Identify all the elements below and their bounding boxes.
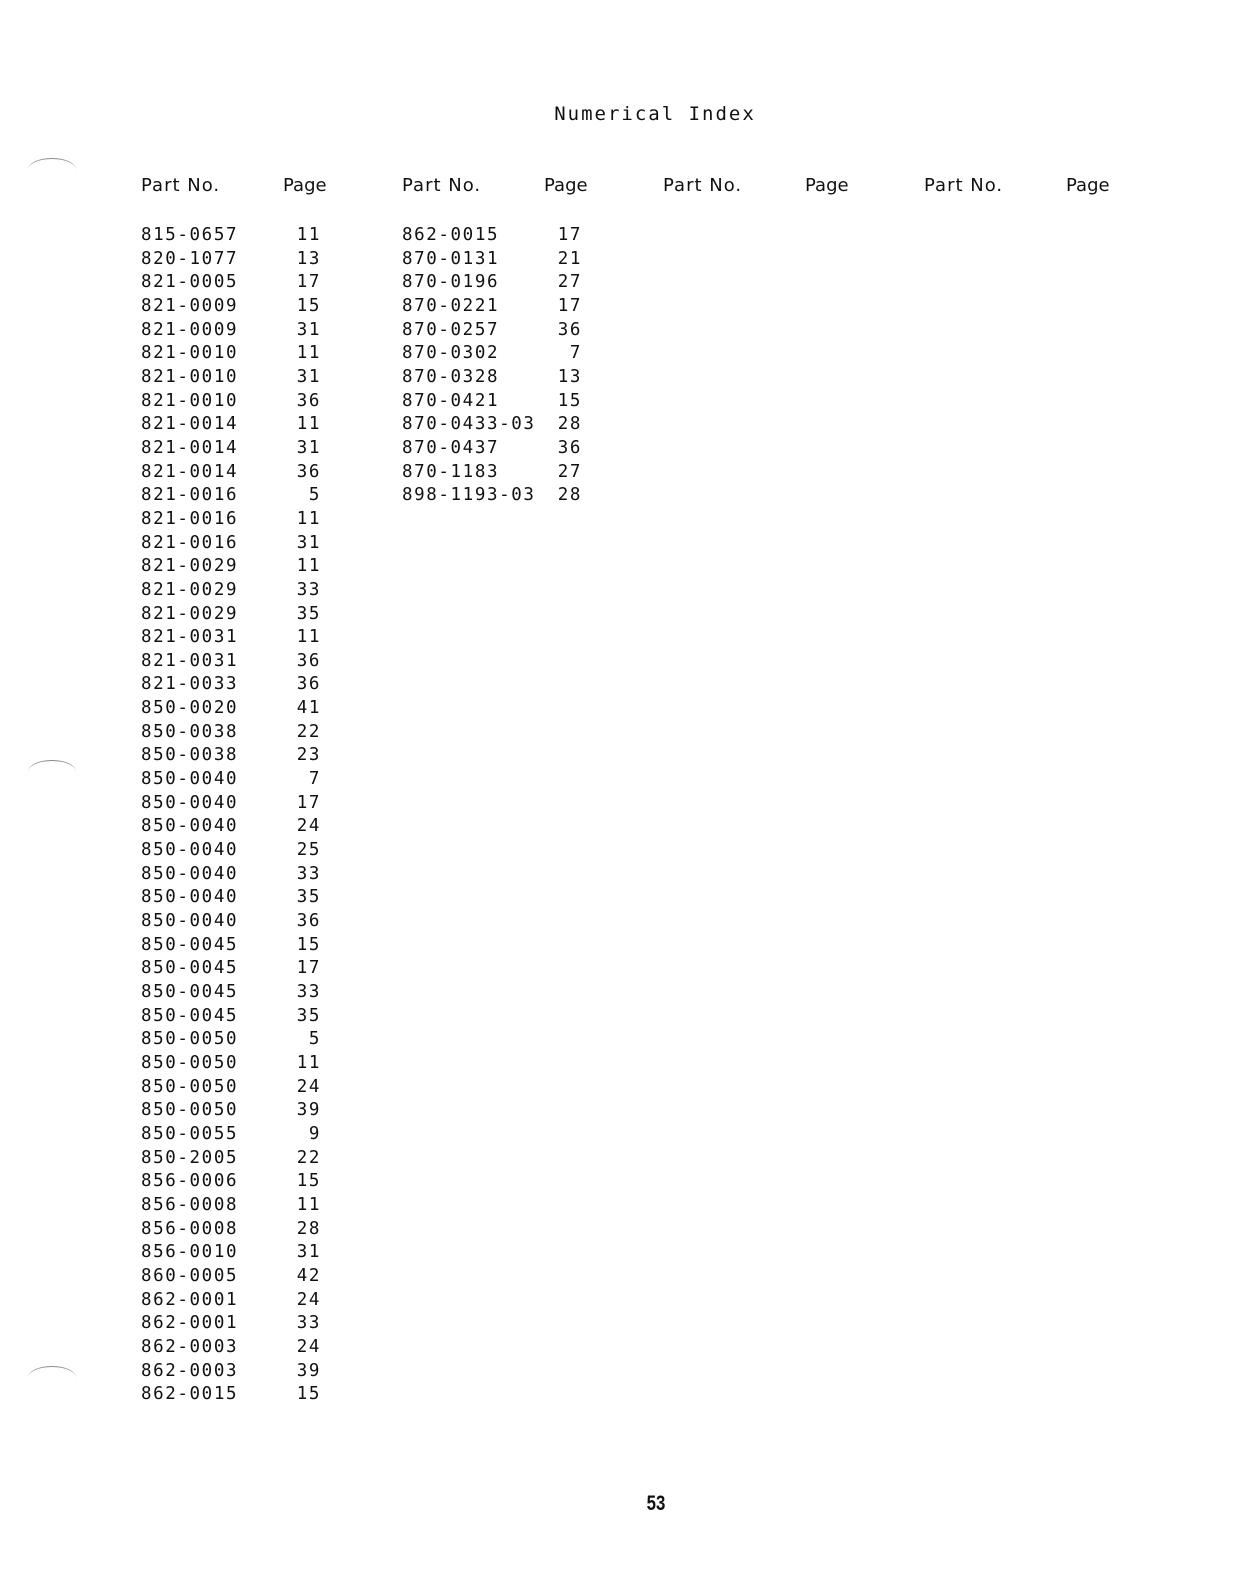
page-ref: 35 (296, 1005, 321, 1026)
index-row (141, 957, 371, 981)
part-number: 862-0015 (402, 225, 500, 245)
page-ref: 23 (296, 745, 321, 766)
part-number: 850-0040 (141, 887, 239, 908)
part-number: 856-0010 (141, 1242, 239, 1263)
part-number: 870-0257 (402, 319, 500, 340)
index-row (141, 342, 371, 366)
page-ref: 36 (557, 437, 582, 458)
page-ref: 11 (296, 343, 321, 364)
index-row (141, 579, 371, 603)
part-number: 870-0221 (402, 295, 500, 316)
page-ref: 22 (296, 1147, 321, 1168)
page-ref: 17 (296, 958, 321, 979)
part-number: 870-0433-03 (402, 414, 536, 435)
index-row (141, 366, 371, 390)
index-row (141, 603, 371, 627)
part-number: 850-2005 (141, 1147, 239, 1168)
part-number: 860-0005 (141, 1265, 239, 1286)
page-ref: 15 (296, 934, 321, 955)
index-row (141, 1005, 371, 1029)
index-row (141, 1312, 371, 1336)
page-ref: 33 (296, 1313, 321, 1334)
part-number: 850-0040 (141, 840, 239, 861)
page-ref: 15 (296, 295, 321, 316)
part-no-header: Part No. (141, 175, 221, 196)
index-row (402, 295, 632, 319)
page-ref: 33 (296, 579, 321, 600)
column-header (141, 172, 371, 202)
page-ref: 7 (569, 343, 582, 364)
index-row (141, 1028, 371, 1052)
page-ref: 9 (308, 1123, 321, 1144)
part-number: 870-0131 (402, 248, 500, 269)
index-row (141, 792, 371, 816)
part-number: 856-0008 (141, 1218, 239, 1239)
page-ref: 36 (296, 674, 321, 695)
index-column-4 (924, 172, 1154, 224)
page-ref: 31 (296, 532, 321, 553)
page-ref: 17 (296, 272, 321, 293)
page-ref: 11 (296, 1194, 321, 1215)
index-row (402, 390, 632, 414)
part-number: 850-0040 (141, 911, 239, 932)
index-row (141, 413, 371, 437)
index-row (141, 934, 371, 958)
part-number: 870-0302 (402, 343, 500, 364)
index-row (141, 744, 371, 768)
page-ref: 39 (296, 1360, 321, 1381)
part-number: 821-0033 (141, 674, 239, 695)
page-ref: 11 (296, 556, 321, 577)
part-number: 850-0045 (141, 1005, 239, 1026)
index-row (141, 863, 371, 887)
index-row (141, 248, 371, 272)
page-ref: 36 (296, 650, 321, 671)
part-number: 821-0014 (141, 437, 239, 458)
part-number: 821-0014 (141, 414, 239, 435)
part-number: 820-1077 (141, 248, 239, 269)
page-header: Page (544, 175, 588, 196)
page-ref: 35 (296, 603, 321, 624)
index-row (141, 484, 371, 508)
index-row (402, 342, 632, 366)
index-row (402, 271, 632, 295)
part-no-header: Part No. (924, 175, 1004, 196)
part-number: 850-0045 (141, 982, 239, 1002)
part-no-header: Part No. (663, 175, 743, 196)
page-ref: 24 (296, 1076, 321, 1097)
index-row (141, 1099, 371, 1123)
part-number: 850-0040 (141, 792, 239, 813)
page-header: Page (805, 175, 849, 196)
index-row (141, 437, 371, 461)
page-ref: 24 (296, 1336, 321, 1357)
index-row (402, 224, 632, 248)
page-ref: 36 (557, 319, 582, 340)
page-ref: 31 (296, 319, 321, 340)
page-ref: 5 (308, 485, 321, 506)
index-row (141, 650, 371, 674)
part-number: 821-0016 (141, 485, 239, 506)
page-ref: 36 (296, 911, 321, 932)
part-number: 856-0006 (141, 1171, 239, 1192)
page-ref: 15 (296, 1171, 321, 1192)
page-ref: 7 (308, 769, 321, 790)
index-row (141, 461, 371, 485)
column-header (402, 172, 632, 202)
index-row (402, 366, 632, 390)
hole-punch-mark (28, 158, 76, 181)
page-ref: 11 (296, 508, 321, 529)
hole-punch-mark (28, 760, 76, 783)
part-number: 850-0050 (141, 1100, 239, 1121)
page-ref: 11 (296, 414, 321, 435)
page-ref: 15 (296, 1384, 321, 1405)
page-header: Page (283, 175, 327, 196)
part-number: 850-0038 (141, 721, 239, 742)
part-number: 850-0040 (141, 769, 239, 790)
part-number: 821-0029 (141, 579, 239, 600)
part-no-header: Part No. (402, 175, 482, 196)
index-row (141, 1194, 371, 1218)
index-row (141, 295, 371, 319)
index-row (141, 1360, 371, 1384)
page-ref: 11 (296, 1052, 321, 1073)
part-number: 821-0010 (141, 343, 239, 364)
part-number: 821-0031 (141, 627, 239, 648)
index-row (141, 532, 371, 556)
part-number: 870-0421 (402, 390, 500, 411)
part-number: 870-0328 (402, 366, 500, 387)
index-row (141, 555, 371, 579)
part-number: 821-0010 (141, 390, 239, 411)
index-row (141, 1123, 371, 1147)
part-number: 821-0009 (141, 319, 239, 340)
index-row (141, 910, 371, 934)
page-ref: 33 (296, 863, 321, 884)
page-ref: 31 (296, 437, 321, 458)
page-ref: 27 (557, 272, 582, 293)
index-column-3 (663, 172, 893, 224)
index-row (141, 1052, 371, 1076)
index-row (141, 1076, 371, 1100)
part-number: 870-1183 (402, 461, 500, 482)
index-row (141, 1147, 371, 1171)
part-number: 850-0040 (141, 863, 239, 884)
page-ref: 11 (296, 225, 321, 245)
index-row (141, 626, 371, 650)
page-ref: 13 (296, 248, 321, 269)
part-number: 850-0040 (141, 816, 239, 837)
index-row (141, 886, 371, 910)
page-ref: 35 (296, 887, 321, 908)
index-row (402, 248, 632, 272)
part-number: 870-0437 (402, 437, 500, 458)
page-ref: 36 (296, 461, 321, 482)
page-ref: 31 (296, 1242, 321, 1263)
index-row (141, 1336, 371, 1360)
page-ref: 17 (557, 295, 582, 316)
index-row (402, 461, 632, 485)
page-ref: 15 (557, 390, 582, 411)
page-ref: 31 (296, 366, 321, 387)
index-row (402, 319, 632, 343)
part-number: 862-0001 (141, 1313, 239, 1334)
index-row (141, 508, 371, 532)
part-number: 862-0001 (141, 1289, 239, 1310)
part-number: 815-0657 (141, 225, 239, 245)
index-row (141, 1170, 371, 1194)
part-number: 862-0015 (141, 1384, 239, 1405)
part-number: 850-0055 (141, 1123, 239, 1144)
page-number: 53 (646, 1492, 666, 1515)
index-row (141, 981, 371, 1005)
page-ref: 41 (296, 698, 321, 719)
part-number: 850-0050 (141, 1029, 239, 1050)
index-row (141, 697, 371, 721)
page-ref: 36 (296, 390, 321, 411)
part-number: 856-0008 (141, 1194, 239, 1215)
page-ref: 27 (557, 461, 582, 482)
hole-punch-mark (28, 1366, 76, 1389)
index-row (141, 1383, 371, 1407)
page-ref: 28 (557, 414, 582, 435)
index-row (402, 484, 632, 508)
part-number: 870-0196 (402, 272, 500, 293)
page-ref: 21 (557, 248, 582, 269)
page-ref: 28 (557, 485, 582, 506)
index-row (141, 1218, 371, 1242)
page-ref: 25 (296, 840, 321, 861)
index-row (402, 437, 632, 461)
part-number: 821-0029 (141, 603, 239, 624)
index-row (141, 390, 371, 414)
part-number: 821-0014 (141, 461, 239, 482)
page-ref: 24 (296, 816, 321, 837)
page-ref: 39 (296, 1100, 321, 1121)
index-row (141, 1265, 371, 1289)
page-ref: 13 (557, 366, 582, 387)
part-number: 821-0009 (141, 295, 239, 316)
index-rows (141, 224, 371, 1407)
index-row (141, 1241, 371, 1265)
part-number: 850-0045 (141, 934, 239, 955)
index-column-2 (402, 172, 632, 508)
part-number: 850-0020 (141, 698, 239, 719)
index-row (141, 271, 371, 295)
part-number: 898-1193-03 (402, 485, 536, 506)
page-ref: 24 (296, 1289, 321, 1310)
page-ref: 17 (296, 792, 321, 813)
part-number: 850-0045 (141, 958, 239, 979)
part-number: 821-0031 (141, 650, 239, 671)
index-row (141, 1289, 371, 1313)
page-ref: 42 (296, 1265, 321, 1286)
index-row (402, 413, 632, 437)
page-ref: 33 (296, 982, 321, 1002)
part-number: 850-0050 (141, 1052, 239, 1073)
part-number: 862-0003 (141, 1336, 239, 1357)
index-row (141, 768, 371, 792)
page-header: Page (1066, 175, 1110, 196)
index-row (141, 224, 371, 248)
index-column-1 (141, 172, 371, 1407)
part-number: 850-0038 (141, 745, 239, 766)
column-header (663, 172, 893, 202)
index-row (141, 839, 371, 863)
index-row (141, 815, 371, 839)
index-row (141, 673, 371, 697)
index-row (141, 721, 371, 745)
part-number: 862-0003 (141, 1360, 239, 1381)
page-title: Numerical Index (554, 103, 756, 125)
part-number: 850-0050 (141, 1076, 239, 1097)
index-row (141, 319, 371, 343)
column-header (924, 172, 1154, 202)
part-number: 821-0016 (141, 508, 239, 529)
part-number: 821-0016 (141, 532, 239, 553)
part-number: 821-0010 (141, 366, 239, 387)
part-number: 821-0029 (141, 556, 239, 577)
part-number: 821-0005 (141, 272, 239, 293)
page-ref: 5 (308, 1029, 321, 1050)
page-ref: 22 (296, 721, 321, 742)
index-rows (402, 224, 632, 508)
page-ref: 11 (296, 627, 321, 648)
page-ref: 28 (296, 1218, 321, 1239)
page-ref: 17 (557, 225, 582, 245)
